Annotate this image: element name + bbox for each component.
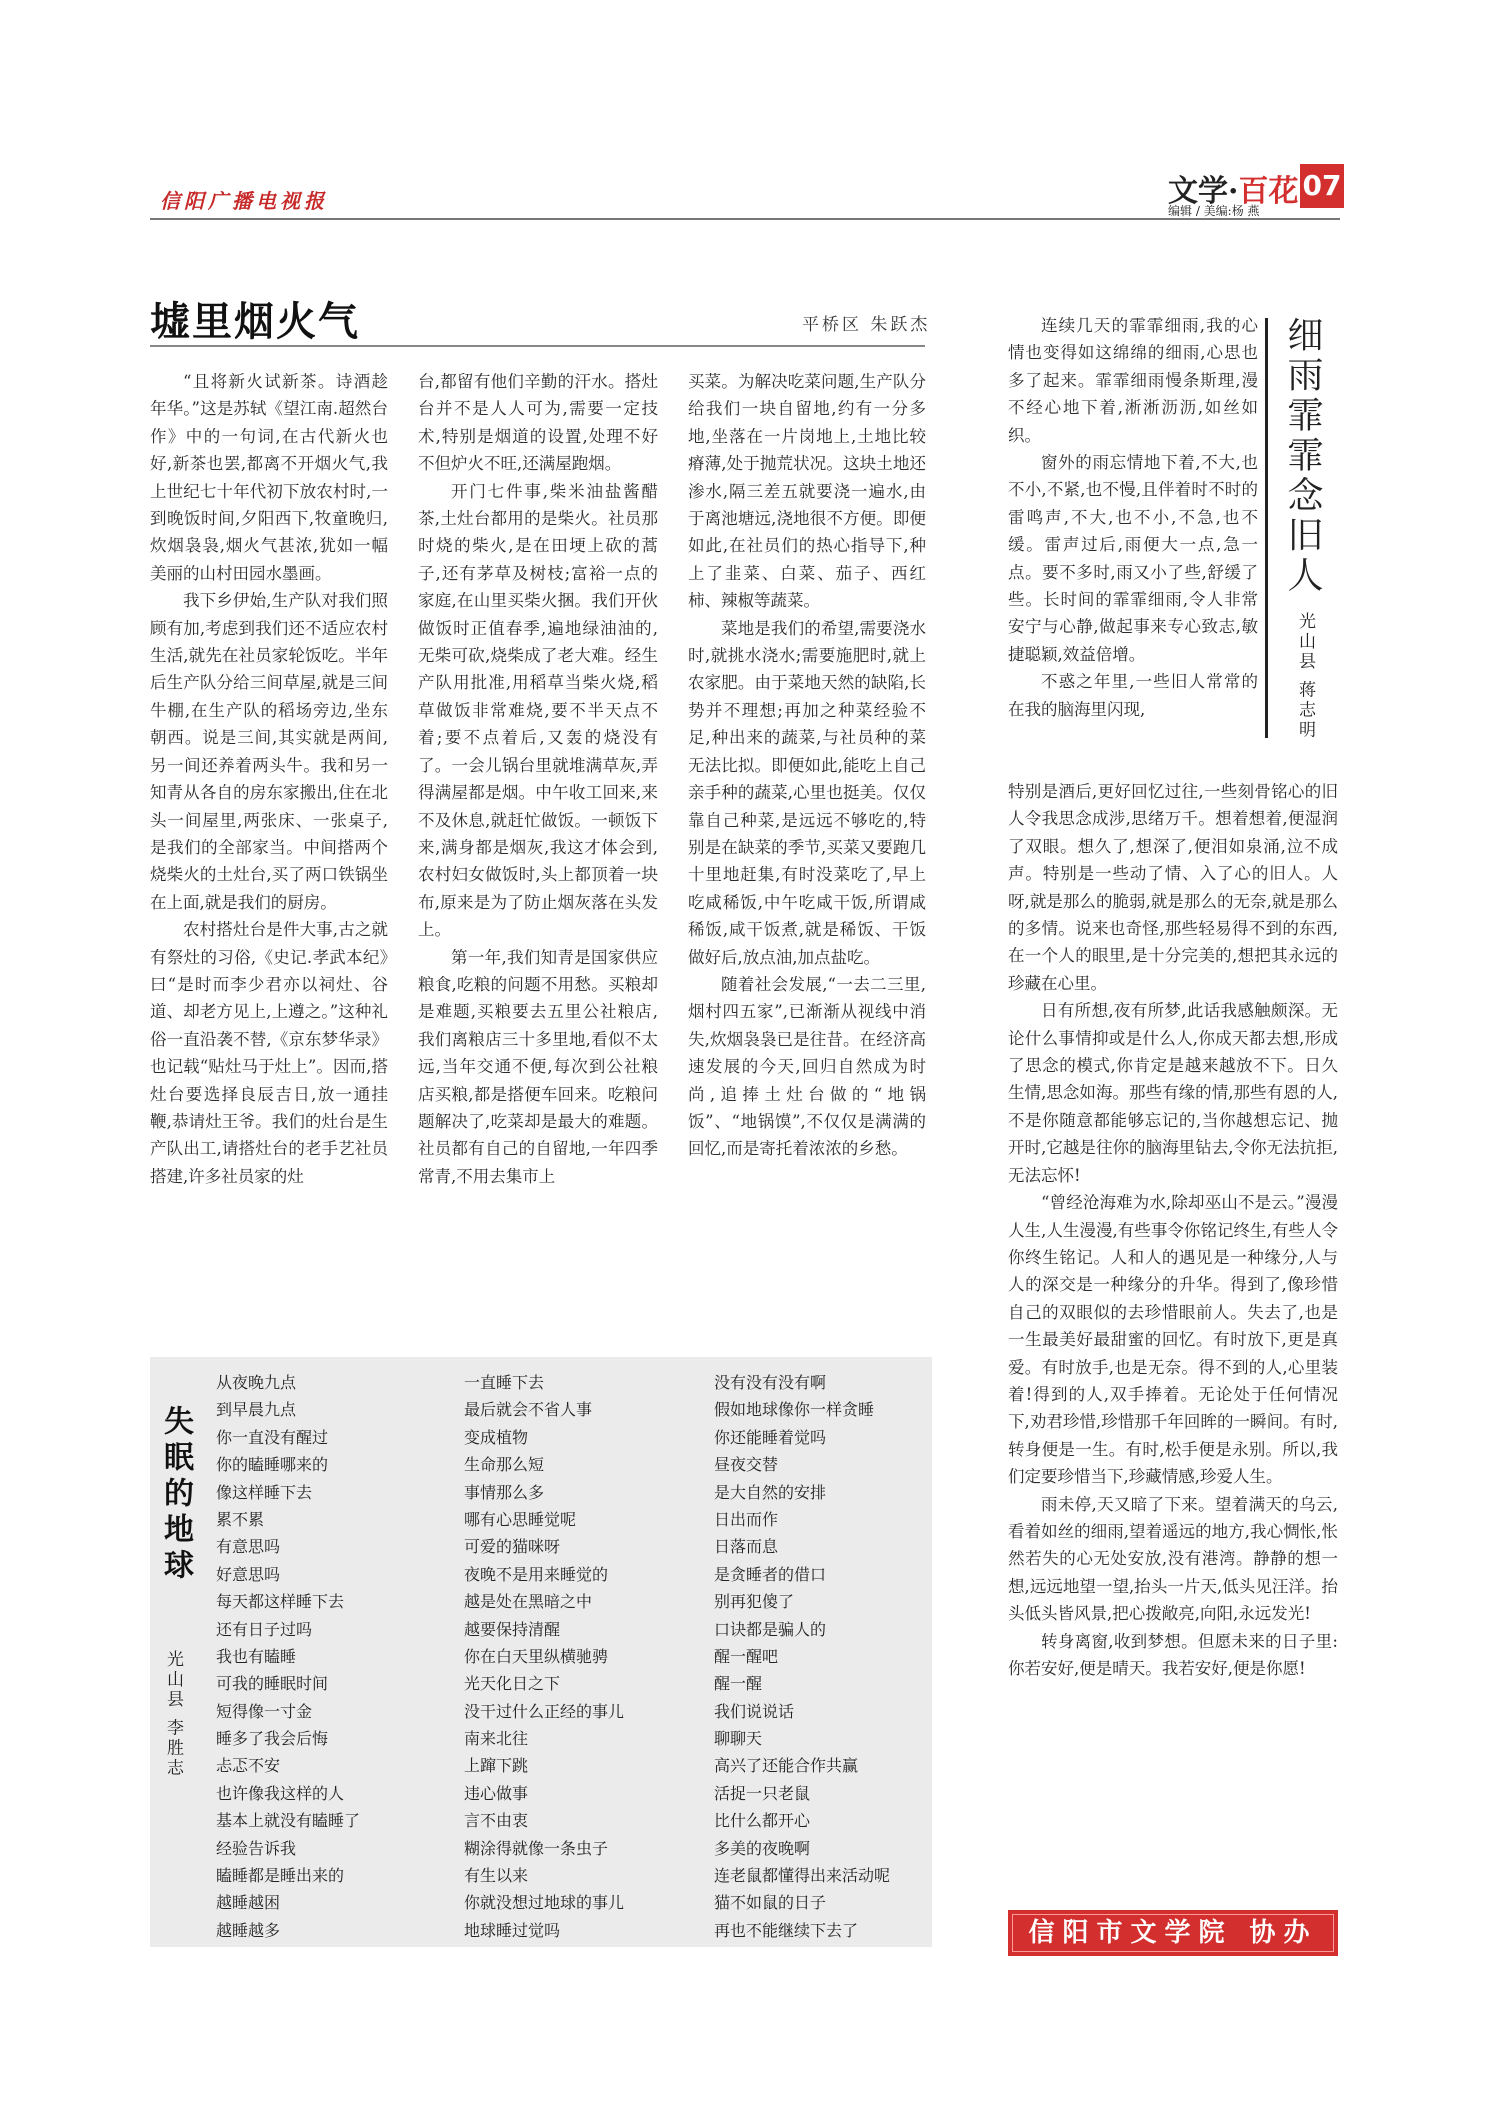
poem-line: 每天都这样睡下去	[216, 1592, 345, 1612]
poem-line: 别再犯傻了	[714, 1592, 795, 1612]
poem-line: 是贪睡者的借口	[714, 1564, 827, 1584]
editor-credit: 编辑 / 美编:杨 燕	[1168, 204, 1260, 218]
poem-line: 生命那么短	[464, 1455, 545, 1475]
paragraph: “且将新火试新茶。诗酒趁年华。”这是苏轼《望江南.超然台作》中的一句词,在古代新火也好,新茶也罢,都离不开烟火气,我上世纪七十年代初下放农村时,一到晚饭时间,夕阳西下,牧童晚归,炊烟袅袅,烟火气甚浓,犹如一幅美丽的山村田园水墨画。	[150, 372, 388, 583]
poem-line: 你在白天里纵横驰骋	[464, 1646, 609, 1666]
poem-line: 糊涂得就像一条虫子	[464, 1838, 609, 1858]
article2-title: 细雨霏霏念旧人	[1282, 316, 1323, 596]
poem-line: 地球睡过觉吗	[464, 1920, 561, 1940]
article-column-3	[688, 368, 926, 1163]
poem-line: 哪有心思睡觉呢	[464, 1509, 577, 1529]
poem-line: 日出而作	[714, 1509, 779, 1529]
poem-line: 有意思吗	[216, 1537, 281, 1557]
poem-line: 经验告诉我	[216, 1838, 297, 1858]
poem-line: 我也有瞌睡	[216, 1646, 297, 1666]
poem-line: 光天化日之下	[464, 1674, 561, 1694]
poem-line: 假如地球像你一样贪睡	[714, 1400, 875, 1420]
poem-line: 醒一醒吧	[714, 1646, 779, 1666]
paragraph: 开门七件事,柴米油盐酱醋茶,土灶台都用的是柴火。社员那时烧的柴火,是在田埂上砍的蒿子,还有茅草及树枝;富裕一点的家庭,在山里买柴火捆。我们开伙做饭时正值春季,遍地绿油油的,无柴可砍,烧柴成了老大难。经生产队用批准,用稻草当柴火烧,稻草做饭非常难烧,要不半天点不着;要不点着后,又轰的烧没有了。一会儿锅台里就堆满草灰,弄得满屋都是烟。中午收工回来,来不及休息,就赶忙做饭。一顿饭下来,满身都是烟灰,我这才体会到,农村妇女做饭时,头上都顶着一块布,原来是为了防止烟灰落在头发上。	[418, 481, 658, 940]
poem-line: 一直睡下去	[464, 1373, 545, 1392]
poem-column-2	[464, 1369, 624, 1944]
paragraph: 我下乡伊始,生产队对我们照顾有加,考虑到我们还不适应农村生活,就先在社员家轮饭吃。半年后生产队分给三间草屋,就是三间牛棚,在生产队的稻场旁边,坐东朝西。说是三间,其实就是两间,另一间还养着两头牛。我和另一知青从各自的房东家搬出,住在北头一间屋里,两张床、一张桌子,是我们的全部家当。中间搭两个烧柴火的土灶台,买了两口铁锅坐在上面,就是我们的厨房。	[150, 591, 388, 912]
poem-line: 你一直没有醒过	[216, 1427, 329, 1447]
paragraph: 特别是酒后,更好回忆过往,一些刻骨铭心的旧人令我思念成涉,思绪万千。想着想着,便湿润了双眼。想久了,想深了,便泪如泉涌,泣不成声。特别是一些动了情、入了心的旧人。人呀,就是那么的脆弱,就是那么的无奈,就是那么的多情。说来也奇怪,那些轻易得不到的东西,在一个人的眼里,是十分完美的,想把其永远的珍藏在心里。	[1008, 782, 1338, 993]
article-byline: 平桥区 朱跃杰	[802, 315, 931, 335]
co-organizer-banner	[1008, 1910, 1338, 1956]
poem-line: 猫不如鼠的日子	[714, 1893, 827, 1913]
poem-line: 像这样睡下去	[216, 1482, 313, 1502]
poem-line: 越要保持清醒	[464, 1619, 561, 1639]
poem-line: 从夜晚九点	[216, 1373, 297, 1392]
poem-line: 可我的睡眠时间	[216, 1674, 329, 1694]
poem-line: 违心做事	[464, 1783, 529, 1803]
poem-line: 是大自然的安排	[714, 1482, 827, 1502]
poem-line: 也许像我这样的人	[216, 1783, 345, 1803]
paragraph: 随着社会发展,“一去二三里,烟村四五家”,已渐渐从视线中消失,炊烟袅袅已是往昔。在经济高速发展的今天,回归自然成为时尚,追捧土灶台做的“地锅饭”、“地锅馍”,不仅仅是满满的回忆,而是寄托着浓浓的乡愁。	[688, 974, 926, 1159]
poem-line: 还有日子过吗	[216, 1619, 313, 1639]
poem-line: 短得像一寸金	[216, 1701, 313, 1721]
poem-line: 变成植物	[464, 1427, 529, 1447]
poem-line: 累不累	[216, 1509, 265, 1529]
poem-line: 上蹿下跳	[464, 1756, 529, 1776]
poem-line: 有生以来	[464, 1866, 529, 1886]
poem-line: 越睡越多	[216, 1920, 281, 1940]
paragraph: 菜地是我们的希望,需要浇水时,就挑水浇水;需要施肥时,就上农家肥。由于菜地天然的缺陷,长势并不理想;再加之种菜经验不足,种出来的蔬菜,与社员种的菜无法比拟。即便如此,能吃上自己亲手种的蔬菜,心里也挺美。仅仅靠自己种菜,是远远不够吃的,特别是在缺菜的季节,买菜又要跑几十里地赶集,有时没菜吃了,早上吃咸稀饭,中午吃咸干饭,所谓咸稀饭,咸干饭煮,就是稀饭、干饭做好后,放点油,加点盐吃。	[688, 618, 926, 967]
poem-line: 高兴了还能合作共赢	[714, 1756, 859, 1776]
poem-line: 活捉一只老鼠	[714, 1783, 811, 1803]
paragraph: 不惑之年里,一些旧人常常的在我的脑海里闪现,	[1008, 672, 1258, 719]
poem-line: 昼夜交替	[714, 1455, 779, 1475]
article-title-divider	[150, 345, 925, 347]
poem-author: 光山县 李胜志	[163, 1650, 183, 1779]
article2-column-bottom	[1008, 778, 1338, 1682]
poem-title: 失眠的地球	[158, 1405, 193, 1585]
poem-line: 南来北往	[464, 1729, 529, 1749]
poem-line: 最后就会不省人事	[464, 1400, 593, 1420]
poem-line: 越睡越困	[216, 1893, 281, 1913]
article-title: 墟里烟火气	[150, 298, 360, 345]
poem-line: 没干过什么正经的事儿	[464, 1701, 625, 1721]
article2-column-top	[1008, 312, 1258, 723]
header-divider	[150, 218, 1340, 220]
poem-line: 聊聊天	[714, 1729, 763, 1749]
poem-line: 没有没有没有啊	[714, 1373, 827, 1392]
poem-line: 言不由衷	[464, 1811, 529, 1831]
paragraph: 雨未停,天又暗了下来。望着满天的乌云,看着如丝的细雨,望着遥远的地方,我心惆怅,怅然若失的心无处安放,没有港湾。静静的想一想,远远地望一望,抬头一片天,低头见汪洋。抬头低头皆风景,把心拨敞亮,向阳,永远发光!	[1008, 1494, 1338, 1624]
article-column-1	[150, 368, 388, 1190]
newspaper-name: 信阳广播电视报	[160, 189, 328, 213]
paragraph: 连续几天的霏霏细雨,我的心情也变得如这绵绵的细雨,心思也多了起来。霏霏细雨慢条斯理,漫不经心地下着,淅淅沥沥,如丝如织。	[1008, 316, 1258, 445]
poem-line: 再也不能继续下去了	[714, 1920, 859, 1940]
poem-line: 基本上就没有瞌睡了	[216, 1811, 361, 1831]
poem-line: 睡多了我会后悔	[216, 1729, 329, 1749]
poem-line: 到早晨九点	[216, 1400, 297, 1420]
poem-line: 你还能睡着觉吗	[714, 1427, 827, 1447]
title-side-rule	[1265, 318, 1268, 738]
paragraph: 台,都留有他们辛勤的汗水。搭灶台并不是人人可为,需要一定技术,特别是烟道的设置,处理不好不但炉火不旺,还满屋跑烟。	[418, 372, 658, 474]
poem-line: 比什么都开心	[714, 1811, 811, 1831]
poem-line: 事情那么多	[464, 1482, 545, 1502]
poem-line: 可爱的猫咪呀	[464, 1537, 561, 1557]
banner-frame	[1012, 1914, 1334, 1952]
poem-line: 越是处在黑暗之中	[464, 1592, 593, 1612]
poem-line: 你的瞌睡哪来的	[216, 1455, 329, 1475]
poem-line: 口诀都是骗人的	[714, 1619, 827, 1639]
article-column-2	[418, 368, 658, 1190]
article2-author: 光山县 蒋志明	[1295, 612, 1315, 741]
section-title-highlight: 百花	[1238, 174, 1299, 209]
poem-line: 瞌睡都是睡出来的	[216, 1866, 345, 1886]
paragraph: 农村搭灶台是件大事,古之就有祭灶的习俗,《史记.孝武本纪》曰“是时而李少君亦以祠灶、谷道、却老方见上,上遵之。”这种礼俗一直沿袭不替,《京东梦华录》也记载“贴灶马于灶上”。因而,搭灶台要选择良辰吉日,放一通挂鞭,恭请灶王爷。我们的灶台是生产队出工,请搭灶台的老手艺社员搭建,许多社员家的灶	[150, 920, 388, 1186]
poem-column-3	[714, 1369, 890, 1944]
poem-line: 你就没想过地球的事儿	[464, 1893, 625, 1913]
poem-column-1	[216, 1369, 360, 1944]
poem-line: 忐忑不安	[216, 1756, 281, 1776]
banner-text: 信阳市文学院 协办	[1028, 1918, 1318, 1948]
paragraph: 转身离窗,收到梦想。但愿未来的日子里:你若安好,便是晴天。我若安好,便是你愿!	[1008, 1631, 1338, 1678]
poem-line: 日落而息	[714, 1537, 779, 1557]
paragraph: “曾经沧海难为水,除却巫山不是云。”漫漫人生,人生漫漫,有些事令你铭记终生,有些人令你终生铭记。人和人的遇见是一种缘分,人与人的深交是一种缘分的升华。得到了,像珍惜自己的双眼似的去珍惜眼前人。失去了,也是一生最美好最甜蜜的回忆。有时放下,更是真爱。有时放手,也是无奈。得不到的人,心里装着!得到的人,双手捧着。无论处于任何情况下,劝君珍惜,珍惜那千年回眸的一瞬间。有时,转身便是一生。有时,松手便是永别。所以,我们定要珍惜当下,珍藏情感,珍爱人生。	[1008, 1193, 1338, 1487]
poem-line: 连老鼠都懂得出来活动呢	[714, 1866, 891, 1886]
poem-line: 我们说说话	[714, 1701, 795, 1721]
paragraph: 窗外的雨忘情地下着,不大,也不小,不紧,也不慢,且伴着时不时的雷鸣声,不大,也不小,不急,也不缓。雷声过后,雨便大一点,急一点。要不多时,雨又小了些,舒缓了些。长时间的霏霏细雨,令人非常安宁与心静,做起事来专心致志,敏捷聪颖,效益倍增。	[1008, 453, 1258, 664]
paragraph: 日有所想,夜有所梦,此话我感触颇深。无论什么事情抑或是什么人,你成天都去想,形成了思念的模式,你肯定是越来越放不下。日久生情,思念如海。那些有缘的情,那些有恩的人,不是你随意都能够忘记的,当你越想忘记、抛开时,它越是往你的脑海里钻去,令你无法抗拒,无法忘怀!	[1008, 1001, 1338, 1185]
poem-line: 多美的夜晚啊	[714, 1838, 811, 1858]
poem-line: 好意思吗	[216, 1564, 281, 1584]
paragraph: 第一年,我们知青是国家供应粮食,吃粮的问题不用愁。买粮却是难题,买粮要去五里公社粮店,我们离粮店三十多里地,看似不太远,当年交通不便,每次到公社粮店买粮,都是搭便车回来。吃粮问题解决了,吃菜却是最大的难题。社员都有自己的自留地,一年四季常青,不用去集市上	[418, 947, 658, 1186]
section-title-prefix: 文学·	[1168, 174, 1239, 209]
page-number-badge: 07	[1300, 164, 1344, 208]
poem-line: 醒一醒	[714, 1674, 763, 1694]
paragraph: 买菜。为解决吃菜问题,生产队分给我们一块自留地,约有一分多地,坐落在一片岗地上,土地比较瘠薄,处于抛荒状况。这块土地还渗水,隔三差五就要浇一遍水,由于离池塘远,浇地很不方便。即便如此,在社员们的热心指导下,种上了韭菜、白菜、茄子、西红柿、辣椒等蔬菜。	[688, 372, 926, 611]
poem-line: 夜晚不是用来睡觉的	[464, 1564, 609, 1584]
